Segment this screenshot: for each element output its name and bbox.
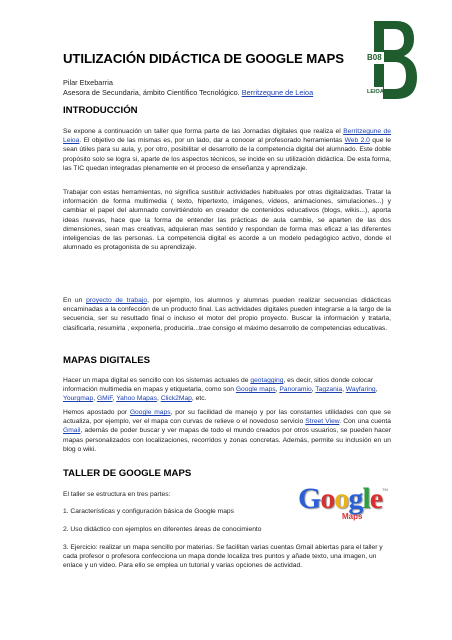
- taller-heading: TALLER DE GOOGLE MAPS: [63, 468, 192, 479]
- google-maps-logo: [298, 484, 390, 522]
- google-logo-letter: o: [334, 482, 349, 515]
- google-logo-letter: o: [320, 482, 335, 515]
- gmail-link[interactable]: Gmail: [63, 427, 81, 435]
- intro-paragraph-2: Trabajar con estas herramientas, no significa sustituir actividades habituales por otras digitalizadas. Tratar la información de forma multimedia ( texto, hipertexto, imágenes, vídeos, animaciones, simulaciones...) y cambiar el papel del alumnado convirtiéndolo en creador de contenidos educativos (blogs, wikis...), aporta ideas nuevas, hace que la forma de entender las prácticas de aula cambie, se aparten de las dos dimensiones, sean mas creativas, adquieran mas sentido y respondan de forma mas eficaz a las diferentes inteligencias de las personas. La competencia digital es acorde a un modelo pedagógico activo, donde el alumnado es protagonista de su aprendizaje.: [63, 189, 391, 252]
- taller-item-1: 1. Características y configuración básica de Google maps: [63, 508, 234, 515]
- intro-heading: INTRODUCCIÓN: [63, 105, 138, 116]
- geotagging-link[interactable]: geotagging: [250, 377, 284, 384]
- google-logo-letter: G: [298, 482, 321, 515]
- berritzegune-link[interactable]: Berritzegune de Leioa: [241, 88, 314, 97]
- wayfaring-link[interactable]: Wayfaring: [345, 386, 376, 394]
- street-view-link[interactable]: Street View: [305, 418, 340, 426]
- google-maps-link-2[interactable]: Google maps: [129, 409, 171, 416]
- mapas-heading: MAPAS DIGITALES: [63, 355, 151, 366]
- gmif-link[interactable]: GMiF: [96, 395, 113, 403]
- google-maps-sub: Maps: [342, 512, 363, 521]
- google-logo-letters: [298, 484, 382, 514]
- taller-item-3: 3. Ejercicio: realizar un mapa sencillo por materias. Se facilitan varias cuentas Gmail abiertas para el taller y cada profesor o profesora confecciona un mapa donde localiza tres puntos y añade texto, una imagen, un enlace y un video. Para ello se emplea un tutorial y varias opciones de actividad.: [63, 544, 383, 570]
- berritzegune-logo: [366, 19, 419, 101]
- author-role: Asesora de Secundaria, ámbito Científico Tecnológico. Berritzegune de Leioa: [63, 88, 314, 97]
- yourgmap-link[interactable]: Yourgmap: [63, 395, 94, 403]
- google-logo-letter: e: [369, 482, 383, 515]
- google-logo-tm: TM: [382, 487, 388, 492]
- proyecto-trabajo-link[interactable]: proyecto de trabajo: [86, 297, 148, 304]
- click2map-link[interactable]: Click2Map: [160, 395, 192, 403]
- google-maps-link[interactable]: Google maps: [235, 386, 276, 394]
- yahoo-mapas-link[interactable]: Yahoo Mapas: [116, 395, 157, 403]
- berritzegune-leioa-link[interactable]: Berritzegune de Leioa: [63, 128, 391, 145]
- document-title: UTILIZACIÓN DIDÁCTICA DE GOOGLE MAPS: [63, 51, 344, 66]
- taller-intro: El taller se estructura en tres partes:: [63, 491, 171, 498]
- taller-item-2: 2. Uso didáctico con ejemplos en diferentes áreas de conocimiento: [63, 526, 262, 533]
- mapas-paragraph-1: Hacer un mapa digital es sencillo con los sistemas actuales de geotagging, es decir, sitios donde colocar información multimedia en mapas y etiquetarla, como son Google maps, Panoramio, Tagzania, Wayfaring, Yourgmap, GMiF, Yahoo Mapas, Click2Map, etc.: [63, 377, 378, 403]
- author-block: [63, 78, 313, 98]
- tagzania-link[interactable]: Tagzania: [315, 386, 343, 394]
- google-logo-letter: g: [348, 482, 363, 515]
- author-name: Pilar Etxebarria: [63, 78, 113, 87]
- google-logo-letter: l: [362, 482, 370, 515]
- mapas-paragraph-2: Hemos apostado por Google maps, por su facilidad de manejo y por las constantes utilidades con que se actualiza, por ejemplo, ver el mapa con curvas de relieve o el novedoso servicio Street View. Con una cuenta Gmail, además de poder buscar y ver mapas de todo el mundo creados por otros usuarios, se pueden hacer mapas personalizados con localizaciones, recorridos y zonas concretas. Además, permite su inclusión en un blog o wiki.: [63, 409, 391, 453]
- logo-b08-text: B08: [367, 53, 382, 62]
- panoramio-link[interactable]: Panoramio: [279, 386, 312, 394]
- intro-paragraph-3: En un proyecto de trabajo, por ejemplo, los alumnos y alumnas pueden realizar secuencias didácticas encaminadas a la confección de un producto final. Las actividades digitales pueden integrarse a la largo de la secuencia, ser su resultado final o incluso el motor del propio proyecto. Buscar la información y tratarla, clasificarla, resumirla , exponerla, producirla...trae consigo el máximo desarrollo de competencias educativas.: [63, 297, 391, 332]
- intro-paragraph-1: Se expone a continuación un taller que forma parte de las Jornadas digitales que realiza el Berritzegune de Leioa. El objetivo de las mismas es, por un lado, dar a conocer al profesorado herramientas Web 2.0 que le sean útiles para su aula, y, por otro, posibilitar el desarrollo de la competencia digital del alumnado. Este doble propósito solo se logra si, aparte de los aspectos técnicos, se incide en su utilización didáctica. De esta forma, las TIC quedan integradas plenamente en el proceso de enseñanza y aprendizaje.: [63, 128, 391, 172]
- logo-leioa-text: LEIOA: [367, 89, 384, 95]
- web20-link[interactable]: Web 2.0: [344, 137, 370, 145]
